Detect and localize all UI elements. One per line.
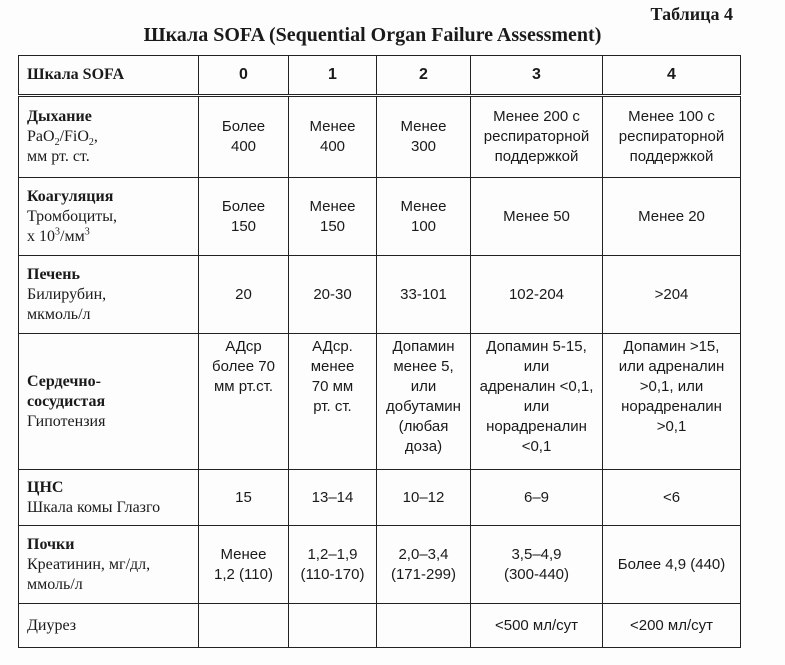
cell bbox=[289, 604, 377, 648]
cell: <6 bbox=[603, 470, 741, 526]
cell: Допамин 5-15, или адреналин <0,1, или норадреналин <0,1 bbox=[471, 334, 603, 470]
cell: Менее 100 bbox=[377, 178, 471, 256]
cell: 3,5–4,9 (300-440) bbox=[471, 526, 603, 604]
cell: 2,0–3,4 (171-299) bbox=[377, 526, 471, 604]
cell: 15 bbox=[199, 470, 289, 526]
cell: Менее 300 bbox=[377, 96, 471, 178]
cell: Менее 20 bbox=[603, 178, 741, 256]
param-name: Печень bbox=[27, 265, 80, 283]
param-unit: х $10^3/мм^3$ bbox=[27, 226, 90, 245]
param-diuresis bbox=[19, 604, 199, 648]
cell: <200 мл/сут bbox=[603, 604, 741, 648]
param-coagulation bbox=[19, 178, 199, 256]
header-score-1: 1 bbox=[289, 56, 377, 96]
row-coagulation bbox=[19, 178, 741, 256]
param-unit: мкмоль/л bbox=[27, 305, 91, 323]
cell: Допамин менее 5, или добутамин (любая доза) bbox=[377, 334, 471, 470]
row-breathing bbox=[19, 96, 741, 178]
header-score-2: 2 bbox=[377, 56, 471, 96]
param-name: Коагуляция bbox=[27, 187, 114, 205]
table-caption: Шкала SOFA (Sequential Organ Failure Assessment) bbox=[143, 24, 602, 46]
cell: Менее 400 bbox=[289, 96, 377, 178]
cell: Менее 150 bbox=[289, 178, 377, 256]
param-desc: Гипотензия bbox=[27, 412, 106, 430]
cell: 33-101 bbox=[377, 256, 471, 334]
param-liver bbox=[19, 256, 199, 334]
param-name: Сердечно- сосудистая bbox=[27, 372, 106, 410]
cell: Более 150 bbox=[199, 178, 289, 256]
cell: >204 bbox=[603, 256, 741, 334]
row-diuresis bbox=[19, 604, 741, 648]
cell: 13–14 bbox=[289, 470, 377, 526]
param-cns bbox=[19, 470, 199, 526]
cell bbox=[377, 604, 471, 648]
param-desc: Диурез bbox=[27, 616, 77, 634]
cell: АДср. менее 70 мм рт. ст. bbox=[289, 334, 377, 470]
cell: Допамин >15, или адреналин >0,1, или норадреналин >0,1 bbox=[603, 334, 741, 470]
cell: Менее 1,2 (110) bbox=[199, 526, 289, 604]
row-liver bbox=[19, 256, 741, 334]
cell: 6–9 bbox=[471, 470, 603, 526]
param-desc: Шкала комы Глазго bbox=[27, 498, 161, 516]
table-number: Таблица 4 bbox=[650, 4, 733, 24]
cell: 1,2–1,9 (110-170) bbox=[289, 526, 377, 604]
param-name: Дыхание bbox=[27, 108, 92, 125]
table-header-row bbox=[19, 56, 741, 96]
row-kidneys bbox=[19, 526, 741, 604]
param-unit: мм рт. ст. bbox=[27, 148, 90, 165]
row-cns bbox=[19, 470, 741, 526]
param-desc: Билирубин, bbox=[27, 285, 107, 303]
cell: АДср более 70 мм рт.ст. bbox=[199, 334, 289, 470]
cell bbox=[199, 604, 289, 648]
param-unit: ммоль/л bbox=[27, 575, 83, 593]
cell: 20 bbox=[199, 256, 289, 334]
header-score-0: 0 bbox=[199, 56, 289, 96]
header-label: Шкала SOFA bbox=[19, 56, 199, 96]
cell: Более 400 bbox=[199, 96, 289, 178]
cell: 102-204 bbox=[471, 256, 603, 334]
cell: 20-30 bbox=[289, 256, 377, 334]
param-desc: Тромбоциты, bbox=[27, 207, 117, 225]
cell: Более 4,9 (440) bbox=[603, 526, 741, 604]
param-name: ЦНС bbox=[27, 478, 64, 496]
param-name: Почки bbox=[27, 535, 75, 553]
header-score-3: 3 bbox=[471, 56, 603, 96]
row-cardiovascular bbox=[19, 334, 741, 470]
param-desc: PaO$_2$/FiO$_2$, bbox=[27, 128, 98, 149]
param-desc: Креатинин, мг/дл, bbox=[27, 555, 151, 573]
cell: 10–12 bbox=[377, 470, 471, 526]
cell: Менее 100 с респираторной поддержкой bbox=[603, 96, 741, 178]
cell: Менее 50 bbox=[471, 178, 603, 256]
param-breathing bbox=[19, 96, 199, 178]
header-score-4: 4 bbox=[603, 56, 741, 96]
sofa-table bbox=[18, 55, 741, 648]
param-kidneys bbox=[19, 526, 199, 604]
cell: <500 мл/сут bbox=[471, 604, 603, 648]
param-cardiovascular bbox=[19, 334, 199, 470]
cell: Менее 200 с респираторной поддержкой bbox=[471, 96, 603, 178]
